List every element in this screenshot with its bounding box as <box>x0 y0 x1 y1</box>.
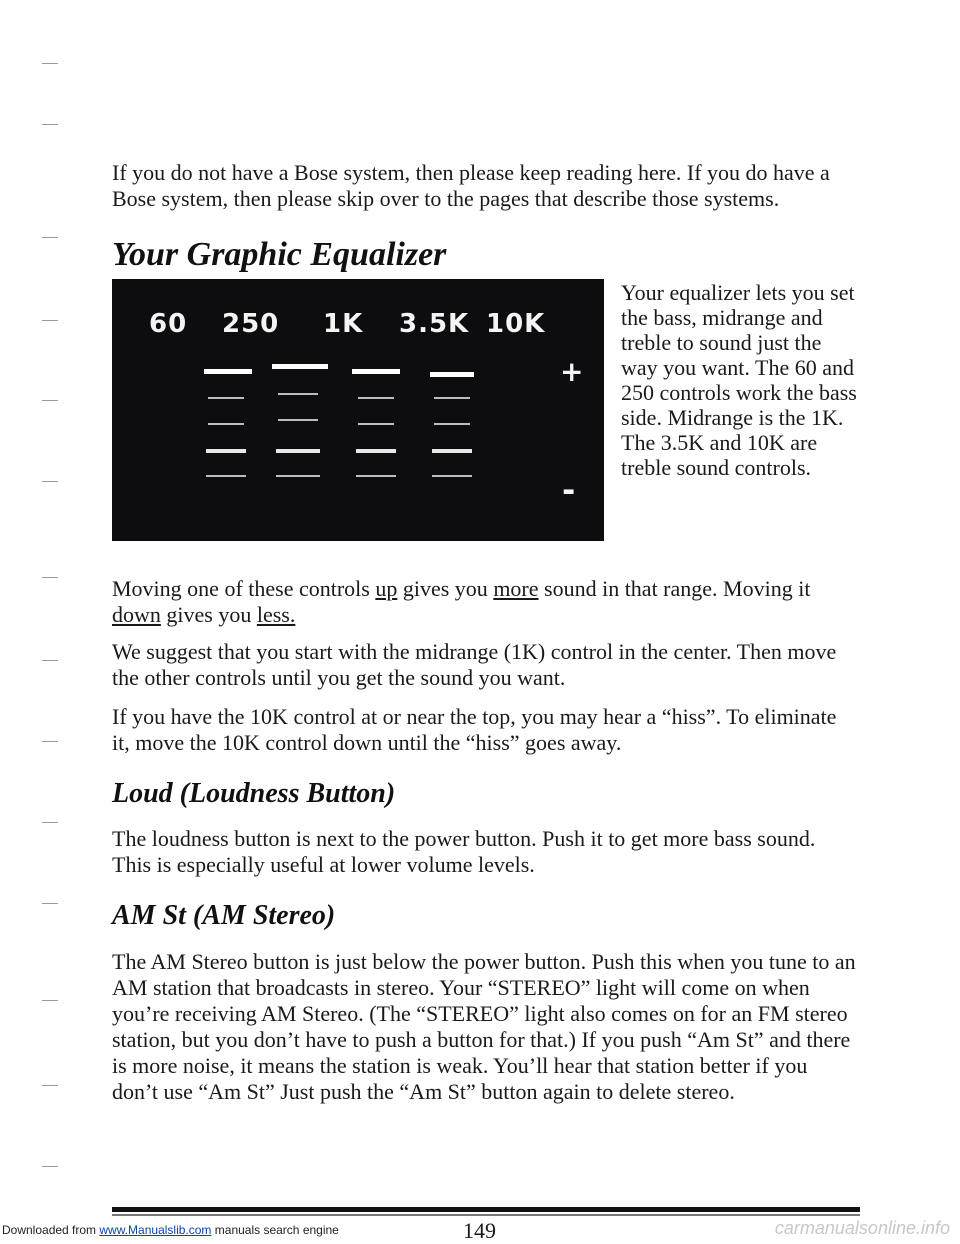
footer-rule <box>112 1207 860 1212</box>
text-run: sound in that range. Moving it <box>538 576 811 601</box>
equalizer-description: Your equalizer lets you set the bass, midrange and treble to sound just the way you want. The 60 and 250 controls work the bass side. Midrange is the 1K. The 3.5K and 10K are treble sound controls. <box>621 280 857 480</box>
footer-rule-thin <box>112 1214 860 1216</box>
slider-3-5k-mark <box>434 397 470 399</box>
eq-label-3-5k: 3.5K <box>399 309 470 339</box>
slider-1k-mark <box>358 397 394 399</box>
amst-heading: AM St (AM Stereo) <box>112 900 336 931</box>
margin-mark <box>42 903 58 904</box>
margin-mark <box>42 63 58 64</box>
amst-paragraph: The AM Stereo button is just below the power button. Push this when you tune to an AM station that broadcasts in stereo. Your “STEREO” light will come on when you’re receiving AM Stereo. (The “STEREO” light also comes on for an FM stereo station, but you don’t have to push a button for that.) If you push “Am St” and there is more noise, it means the station is weak. You’ll hear that station better if you don’t use “Am St” Just push the “Am St” button again to delete stereo. <box>112 949 856 1104</box>
text-run: Moving one of these controls <box>112 576 376 601</box>
slider-60-mark <box>208 397 244 399</box>
slider-3-5k-knob <box>430 372 474 377</box>
equalizer-photo <box>112 279 604 541</box>
margin-mark <box>42 481 58 482</box>
watermark: carmanualsonline.info <box>774 1218 950 1238</box>
margin-mark <box>42 660 58 661</box>
slider-1k-mark <box>358 423 394 425</box>
suggestion-paragraph: We suggest that you start with the midrange (1K) control in the center. Then move the other controls until you get the sound you want. <box>112 639 837 690</box>
slider-60-mark <box>208 423 244 425</box>
slider-250-mark <box>276 475 320 477</box>
emphasis-up: up <box>375 576 398 601</box>
slider-1k-mark <box>356 475 396 477</box>
margin-mark <box>42 1085 58 1086</box>
margin-mark <box>42 237 58 238</box>
equalizer-heading: Your Graphic Equalizer <box>112 236 447 273</box>
margin-mark <box>42 400 58 401</box>
slider-60-mark <box>206 449 246 453</box>
slider-250-mark <box>278 419 318 421</box>
download-suffix: manuals search engine <box>211 1223 339 1237</box>
slider-250-mark <box>276 449 320 453</box>
controls-paragraph <box>112 576 857 628</box>
slider-250-mark <box>278 393 318 395</box>
margin-mark <box>42 741 58 742</box>
margin-mark <box>42 320 58 321</box>
slider-1k-mark <box>356 449 396 453</box>
margin-mark <box>42 1166 58 1167</box>
emphasis-down: down <box>112 602 161 627</box>
slider-3-5k-mark <box>432 449 472 453</box>
intro-paragraph: If you do not have a Bose system, then please keep reading here. If you do have a Bose system, then please skip over to the pages that describe those systems. <box>112 160 830 211</box>
slider-60-mark <box>206 475 246 477</box>
page-number: 149 <box>463 1218 496 1243</box>
slider-1k-knob <box>352 369 400 374</box>
loud-heading: Loud (Loudness Button) <box>112 778 396 809</box>
margin-mark <box>42 1000 58 1001</box>
emphasis-less: less. <box>256 602 296 627</box>
eq-label-250: 250 <box>222 309 280 339</box>
eq-label-60: 60 <box>149 309 188 339</box>
plus-sign: + <box>560 355 584 388</box>
download-prefix: Downloaded from <box>2 1223 100 1237</box>
slider-3-5k-mark <box>434 423 470 425</box>
emphasis-more: more <box>493 576 539 601</box>
manualslib-link[interactable]: www.Manualslib.com <box>99 1223 212 1237</box>
slider-250-knob <box>272 364 328 369</box>
loud-paragraph: The loudness button is next to the power button. Push it to get more bass sound. This is especially useful at lower volume levels. <box>112 826 816 877</box>
eq-label-10k: 10K <box>486 309 546 339</box>
text-run: gives you <box>160 602 257 627</box>
margin-mark <box>42 577 58 578</box>
margin-mark <box>42 822 58 823</box>
eq-label-1k: 1K <box>323 309 364 339</box>
hiss-paragraph: If you have the 10K control at or near the top, you may hear a “hiss”. To eliminate it, move the 10K control down until the “hiss” goes away. <box>112 704 837 755</box>
text-run: gives you <box>397 576 494 601</box>
download-notice <box>2 1223 339 1237</box>
margin-mark <box>42 124 58 125</box>
minus-sign: - <box>562 471 576 509</box>
slider-3-5k-mark <box>432 475 472 477</box>
slider-60-knob <box>204 369 252 374</box>
